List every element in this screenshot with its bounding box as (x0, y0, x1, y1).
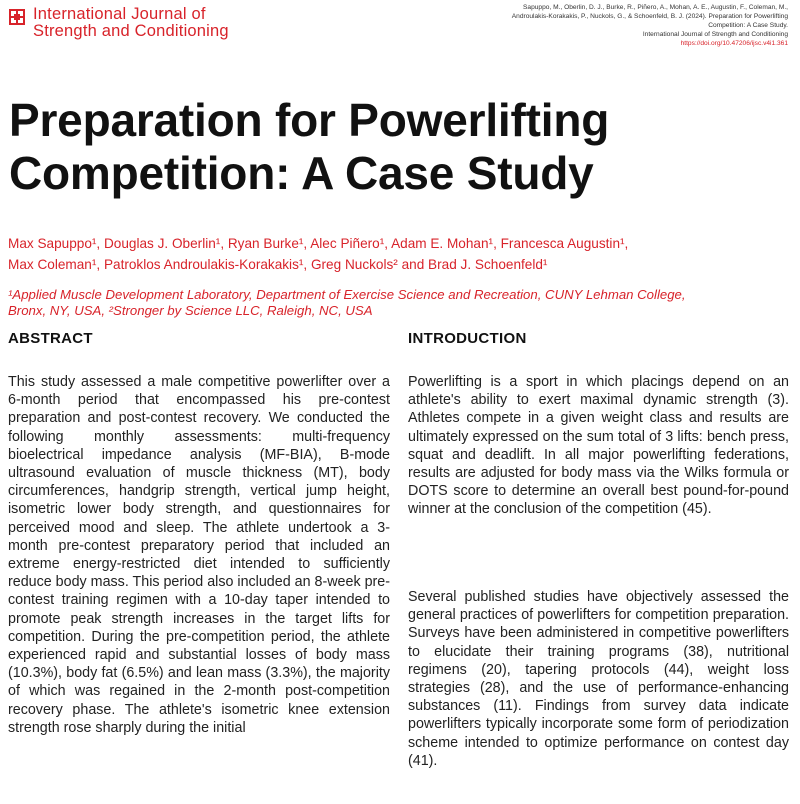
citation-line: Sapuppo, M., Oberlin, D. J., Burke, R., Piñero, A., Mohan, A. E., Augustin, F., Coleman, M., (523, 4, 788, 11)
author-line: Max Coleman¹, Patroklos Androulakis-Korakakis¹, Greg Nuckols² and Brad J. Schoenfeld¹ (8, 257, 548, 272)
abstract-text: This study assessed a male competitive powerlifter over a 6-month period that encompassed his pre-contest preparation and post-contest recovery. We conducted the following monthly assessments: multi-frequency bioelectrical impedance analysis (MF-BIA), B-mode ultrasound evaluation of muscle thickness (MT), body circumferences, handgrip strength, vertical jump height, isometric lower body strength, and questionnaires for perceived mood and sleep. The athlete undertook a 3-month pre-contest preparatory period that included an extreme energy-restricted diet intended to sufficiently reduce body mass. This period also included an 8-week pre-contest training regimen with a 10-day taper intended to promote peak strength increases in the target lifts for competition. During the pre-competition period, the athlete experienced rapid and substantial losses of body mass (10.3%), body fat (6.5%) and lean mass (3.3%), the majority of which was regained in the 2-month post-competition recovery phase. The athlete's isometric knee extension strength rose sharply during the initial (8, 374, 390, 736)
journal-logo-icon (8, 8, 26, 26)
journal-name-line1: International Journal of (33, 5, 206, 23)
article-title (9, 94, 794, 200)
citation-line: Androulakis-Korakakis, P., Nuckols, G., & Schoenfeld, B. J. (2024). Preparation for Powerlifting (511, 13, 788, 21)
introduction-heading: INTRODUCTION (408, 330, 527, 347)
abstract-heading: ABSTRACT (8, 330, 93, 347)
affiliation-line: ¹Applied Muscle Development Laboratory, Department of Exercise Science and Recreation, CUNY Lehman College, (8, 287, 686, 302)
citation-line: Competition: A Case Study. (708, 22, 788, 30)
introduction-paragraph-2: Several published studies have objectively assessed the general practices of powerlifters for competition preparation. Surveys have been administered in competitive powerlifters to elucidate their training programs (38), nutritional regimens (20), tapering protocols (44), weight loss strategies (28), and the use of performance-enhancing substances (11). Findings from survey data indicate powerlifters typically incorporate some form of periodization scheme intended to optimize performance on contest day (41). (408, 589, 789, 769)
journal-name-line2: Strength and Conditioning (33, 22, 229, 40)
introduction-section (408, 330, 789, 769)
introduction-paragraph-1: Powerlifting is a sport in which placings depend on an athlete's ability to exert maximal dynamic strength (3). Athletes compete in a given weight class and results are ultimately expressed on the sum total of 3 lifts: bench press, squat and deadlift. In all major powerlifting federations, results are adjusted for body mass via the Wilks formula or DOTS score to determine an overall best pound-for-pound winner at the conclusion of the competition (45). (408, 374, 789, 518)
author-list (8, 233, 793, 275)
abstract-section (8, 330, 390, 736)
journal-logo (8, 6, 229, 40)
article-title-line2: Competition: A Case Study (9, 147, 594, 199)
journal-name (33, 6, 229, 40)
article-title-line1: Preparation for Powerlifting (9, 94, 610, 146)
doi-link[interactable]: https://doi.org/10.47206/ijsc.v4i1.361 (680, 40, 788, 48)
affiliations (8, 287, 793, 319)
citation-line: International Journal of Strength and Conditioning (642, 31, 788, 39)
affiliation-line: Bronx, NY, USA, ²Stronger by Science LLC, Raleigh, NC, USA (8, 303, 373, 318)
citation-block (448, 3, 788, 48)
author-line: Max Sapuppo¹, Douglas J. Oberlin¹, Ryan Burke¹, Alec Piñero¹, Adam E. Mohan¹, Francesca Augustin¹, (8, 236, 629, 251)
